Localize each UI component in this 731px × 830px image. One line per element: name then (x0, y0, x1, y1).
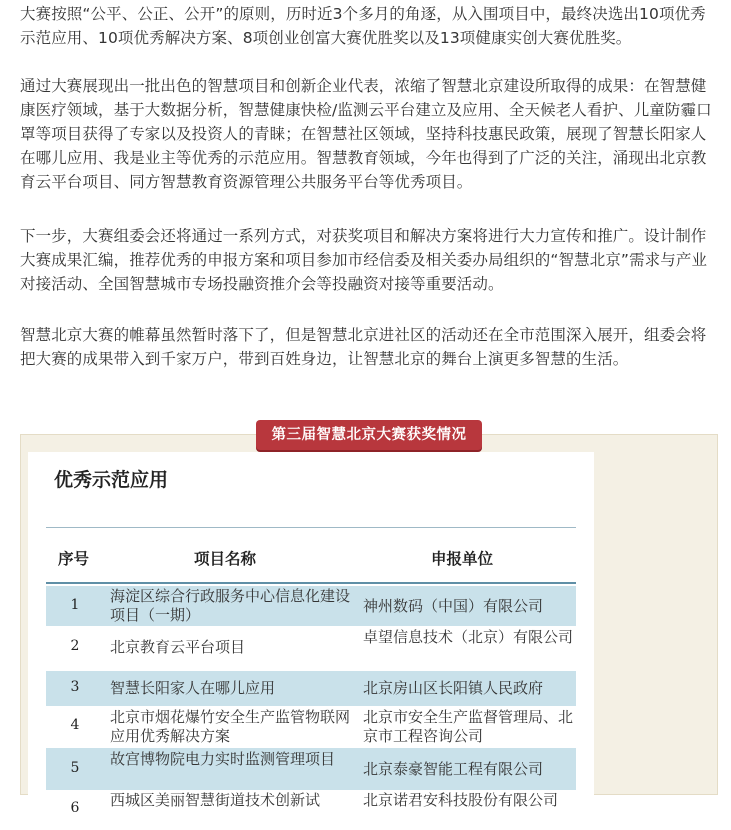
table-row (46, 706, 576, 748)
awards-table-card (28, 452, 594, 816)
section-divider (46, 527, 576, 528)
row-number: 5 (70, 760, 80, 776)
row-unit: 卓望信息技术（北京）有限公司 (363, 628, 574, 646)
row-project-name: 故宫博物院电力实时监测管理项目 (110, 750, 336, 768)
row-unit: 北京房山区长阳镇人民政府 (363, 679, 544, 697)
table-row (46, 586, 576, 626)
row-unit: 北京泰豪智能工程有限公司 (363, 760, 544, 778)
table-row (46, 626, 576, 670)
column-header-number: 序号 (58, 549, 90, 568)
section-title: 优秀示范应用 (54, 469, 169, 491)
row-project-name: 智慧长阳家人在哪儿应用 (110, 679, 276, 697)
row-unit: 神州数码（中国）有限公司 (363, 597, 544, 615)
article-paragraph-3: 下一步，大赛组委会还将通过一系列方式，对获奖项目和解决方案将进行大力宣传和推广。设计制作大赛成果汇编，推荐优秀的申报方案和项目参加市经信委及相关委办局组织的“智慧北京”需求与产业对接活动、全国智慧城市专场投融资推介会等投融资对接等重要活动。 (20, 227, 708, 293)
article-paragraph-2: 通过大赛展现出一批出色的智慧项目和创新企业代表，浓缩了智慧北京建设所取得的成果：在智慧健康医疗领域，基于大数据分析，智慧健康快检/监测云平台建立及应用、全天候老人看护、儿童防霾口罩等项目获得了专家以及投资人的青睐；在智慧社区领域，坚持科技惠民政策，展现了智慧长阳家人在哪儿应用、我是业主等优秀的示范应用。智慧教育领域，今年也得到了广泛的关注，涌现出北京教育云平台项目、同方智慧教育资源管理公共服务平台等优秀项目。 (20, 77, 712, 191)
row-number: 4 (70, 717, 80, 733)
row-number: 6 (70, 800, 80, 816)
table-row (46, 671, 576, 706)
row-unit: 北京诺君安科技股份有限公司 (363, 791, 559, 809)
row-project-name: 西城区美丽智慧街道技术创新试 (110, 791, 321, 809)
row-project-name: 海淀区综合行政服务中心信息化建设项目（一期） (110, 587, 351, 624)
column-header-project: 项目名称 (194, 549, 257, 568)
article-paragraph-4: 智慧北京大赛的帷幕虽然暂时落下了，但是智慧北京进社区的活动还在全市范围深入展开，组委会将把大赛的成果带入到千家万户，带到百姓身边，让智慧北京的舞台上演更多智慧的生活。 (20, 326, 707, 368)
article-paragraph-1: 大赛按照“公平、公正、公开”的原则，历时近3个多月的角逐，从入围项目中，最终决选出10项优秀示范应用、10项优秀解决方案、8项创业创富大赛优胜奖以及13项健康实创大赛优胜奖。 (20, 5, 706, 47)
row-number: 1 (70, 597, 80, 613)
row-number: 3 (70, 679, 80, 695)
table-header-divider (46, 582, 576, 584)
row-project-name: 北京市烟花爆竹安全生产监管物联网应用优秀解决方案 (110, 708, 351, 745)
column-header-unit: 申报单位 (431, 549, 494, 568)
row-project-name: 北京教育云平台项目 (110, 638, 246, 656)
row-unit: 北京市安全生产监督管理局、北京市工程咨询公司 (363, 708, 574, 745)
table-row (46, 790, 576, 830)
table-row (46, 748, 576, 790)
awards-banner: 第三届智慧北京大赛获奖情况 (256, 420, 482, 450)
row-number: 2 (70, 638, 80, 654)
